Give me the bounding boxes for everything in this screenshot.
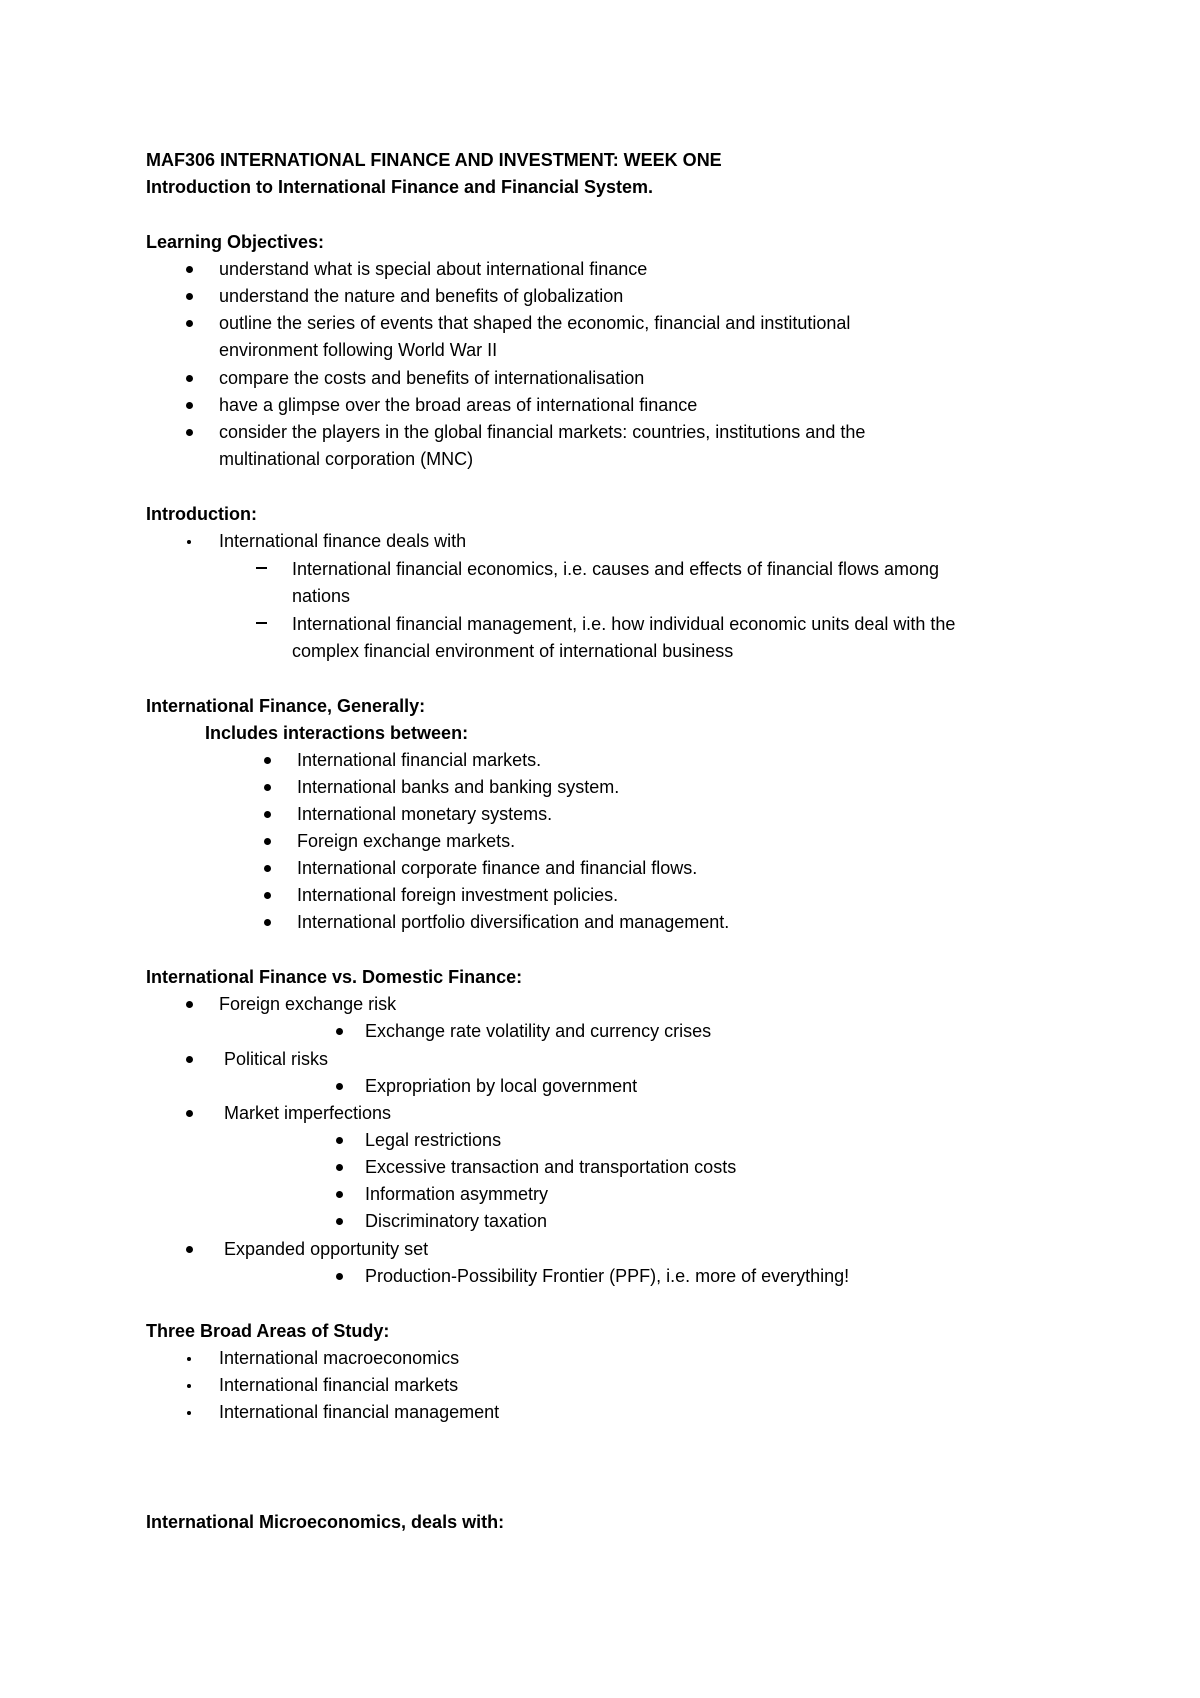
bullet-icon [186, 429, 193, 436]
bullet-icon [336, 1028, 343, 1035]
objective-item-continuation: environment following World War II [219, 340, 498, 360]
versus-subitem: Expropriation by local government [365, 1076, 638, 1096]
bullet-icon [336, 1191, 343, 1198]
dash-icon [256, 622, 267, 624]
introduction-subitem: International financial economics, i.e. causes and effects of financial flows among [292, 559, 940, 579]
areas-item: International macroeconomics [219, 1348, 460, 1368]
generally-item: International financial markets. [297, 750, 542, 770]
generally-item: International portfolio diversification and management. [297, 912, 730, 932]
generally-heading: International Finance, Generally: [146, 696, 426, 716]
bullet-icon [336, 1137, 343, 1144]
introduction-subitem-continuation: nations [292, 586, 351, 606]
bullet-icon [186, 266, 193, 273]
bullet-icon [264, 892, 271, 899]
objective-item: understand what is special about international finance [219, 259, 648, 279]
objective-item: consider the players in the global financial markets: countries, institutions and the [219, 422, 866, 442]
bullet-icon [186, 1246, 193, 1253]
objective-item: understand the nature and benefits of globalization [219, 286, 624, 306]
micro-heading: International Microeconomics, deals with: [146, 1512, 505, 1532]
generally-subheading: Includes interactions between: [205, 723, 469, 743]
bullet-icon [186, 1001, 193, 1008]
versus-subitem: Discriminatory taxation [365, 1211, 548, 1231]
bullet-icon [264, 865, 271, 872]
bullet-icon [187, 540, 191, 544]
bullet-icon [187, 1411, 191, 1415]
document-title: MAF306 INTERNATIONAL FINANCE AND INVESTMENT: WEEK ONE [146, 150, 722, 170]
bullet-icon [264, 757, 271, 764]
generally-item: International banks and banking system. [297, 777, 620, 797]
bullet-icon [187, 1384, 191, 1388]
versus-subitem: Exchange rate volatility and currency crises [365, 1021, 712, 1041]
bullet-icon [264, 838, 271, 845]
generally-item: Foreign exchange markets. [297, 831, 516, 851]
bullet-icon [186, 320, 193, 327]
introduction-subitem-continuation: complex financial environment of international business [292, 641, 734, 661]
bullet-icon [187, 1357, 191, 1361]
objective-item-continuation: multinational corporation (MNC) [219, 449, 474, 469]
introduction-heading: Introduction: [146, 504, 257, 524]
objective-item: outline the series of events that shaped the economic, financial and institutional [219, 313, 851, 333]
bullet-icon [186, 293, 193, 300]
document-subtitle: Introduction to International Finance and Financial System. [146, 177, 654, 197]
bullet-icon [264, 811, 271, 818]
areas-item: International financial markets [219, 1375, 459, 1395]
generally-item: International foreign investment policies. [297, 885, 619, 905]
versus-subitem: Information asymmetry [365, 1184, 549, 1204]
versus-item: Political risks [224, 1049, 329, 1069]
versus-item: Expanded opportunity set [224, 1239, 429, 1259]
bullet-icon [336, 1164, 343, 1171]
objectives-heading: Learning Objectives: [146, 232, 325, 252]
bullet-icon [186, 375, 193, 382]
bullet-icon [186, 1110, 193, 1117]
bullet-icon [336, 1083, 343, 1090]
generally-item: International corporate finance and financial flows. [297, 858, 698, 878]
versus-subitem: Excessive transaction and transportation costs [365, 1157, 737, 1177]
bullet-icon [264, 784, 271, 791]
bullet-icon [186, 402, 193, 409]
dash-icon [256, 567, 267, 569]
objective-item: have a glimpse over the broad areas of international finance [219, 395, 698, 415]
generally-item: International monetary systems. [297, 804, 553, 824]
introduction-item: International finance deals with [219, 531, 467, 551]
introduction-subitem: International financial management, i.e. how individual economic units deal with the [292, 614, 956, 634]
versus-subitem: Legal restrictions [365, 1130, 502, 1150]
versus-heading: International Finance vs. Domestic Finance: [146, 967, 523, 987]
areas-heading: Three Broad Areas of Study: [146, 1321, 390, 1341]
bullet-icon [336, 1273, 343, 1280]
versus-subitem: Production-Possibility Frontier (PPF), i.e. more of everything! [365, 1266, 850, 1286]
bullet-icon [264, 919, 271, 926]
areas-item: International financial management [219, 1402, 500, 1422]
bullet-icon [336, 1218, 343, 1225]
versus-item: Foreign exchange risk [219, 994, 397, 1014]
bullet-icon [186, 1056, 193, 1063]
objective-item: compare the costs and benefits of internationalisation [219, 368, 645, 388]
versus-item: Market imperfections [224, 1103, 392, 1123]
